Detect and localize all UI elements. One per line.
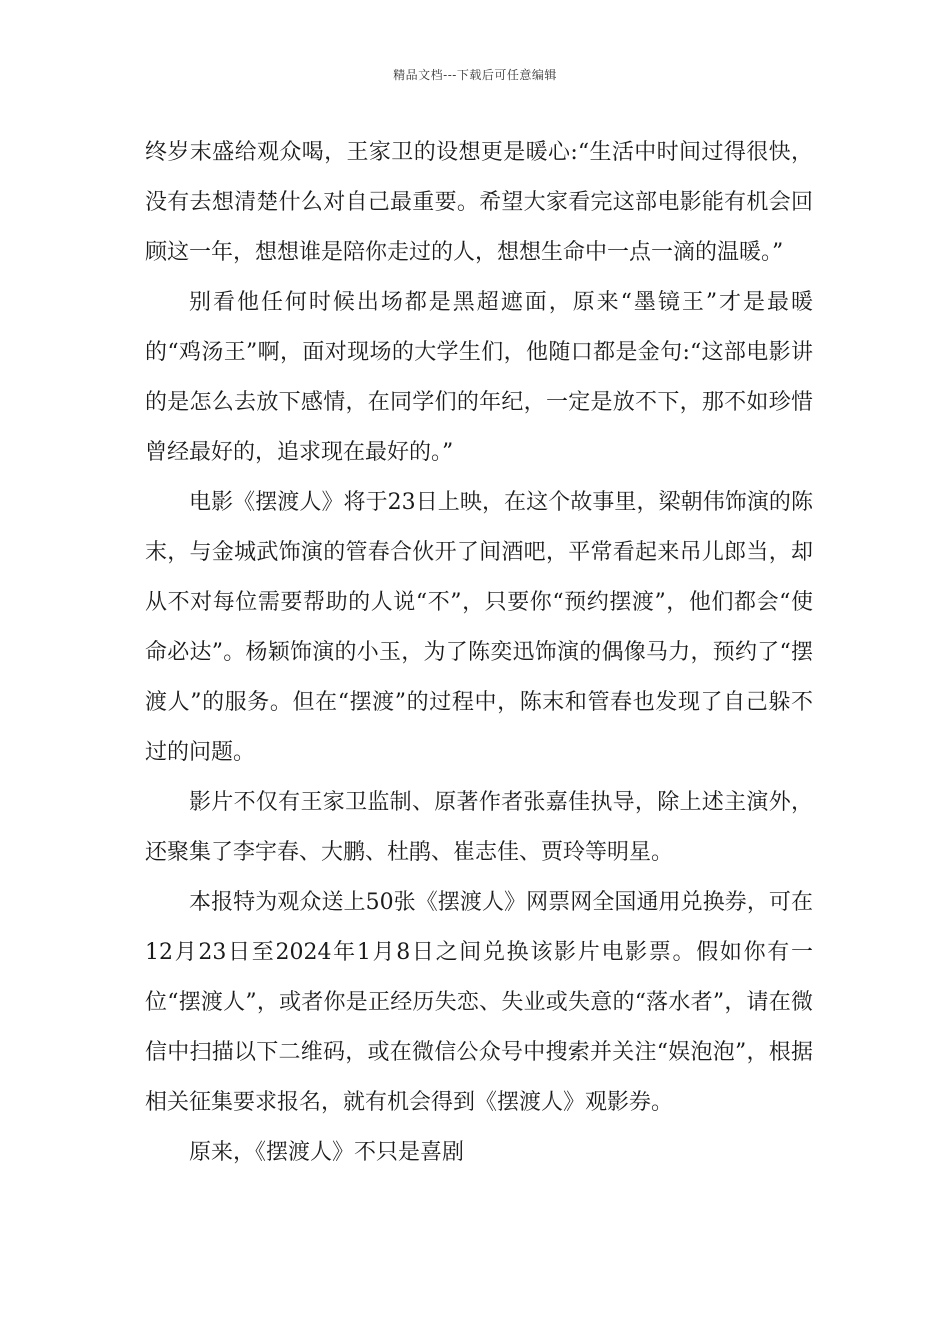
paragraph-3: 电影《摆渡人》将于23日上映，在这个故事里，梁朝伟饰演的陈末，与金城武饰演的管春合伙开了间酒吧，平常看起来吊儿郎当，却从不对每位需要帮助的人说“不”，只要你“预约摆渡”，他们都会“使命必达”。杨颖饰演的小玉，为了陈奕迅饰演的偶像马力，预约了“摆渡人”的服务。但在“摆渡”的过程中，陈末和管春也发现了自己躲不过的问题。	[145, 490, 813, 765]
article-body	[145, 128, 813, 1178]
paragraph-2: 别看他任何时候出场都是黑超遮面，原来“墨镜王”才是最暖的“鸡汤王”啊，面对现场的大学生们，他随口都是金句:“这部电影讲的是怎么去放下感情，在同学们的年纪，一定是放不下，那不如珍惜曾经最好的，追求现在最好的。”	[145, 290, 813, 465]
paragraph-1: 终岁末盛给观众喝，王家卫的设想更是暖心:“生活中时间过得很快，没有去想清楚什么对自己最重要。希望大家看完这部电影能有机会回顾这一年，想想谁是陪你走过的人，想想生命中一点一滴的温暖。”	[145, 140, 813, 265]
paragraph-6: 原来，《摆渡人》不只是喜剧	[189, 1140, 465, 1165]
page-header: 精品文档---下载后可任意编辑	[393, 68, 557, 82]
paragraph-4: 影片不仅有王家卫监制、原著作者张嘉佳执导，除上述主演外，还聚集了李宇春、大鹏、杜鹃、崔志佳、贾玲等明星。	[145, 790, 813, 865]
paragraph-5: 本报特为观众送上50张《摆渡人》网票网全国通用兑换券，可在12月23日至2024年1月8日之间兑换该影片电影票。假如你有一位“摆渡人”，或者你是正经历失恋、失业或失意的“落水者”，请在微信中扫描以下二维码，或在微信公众号中搜索并关注“娱泡泡”，根据相关征集要求报名，就有机会得到《摆渡人》观影券。	[145, 890, 813, 1115]
